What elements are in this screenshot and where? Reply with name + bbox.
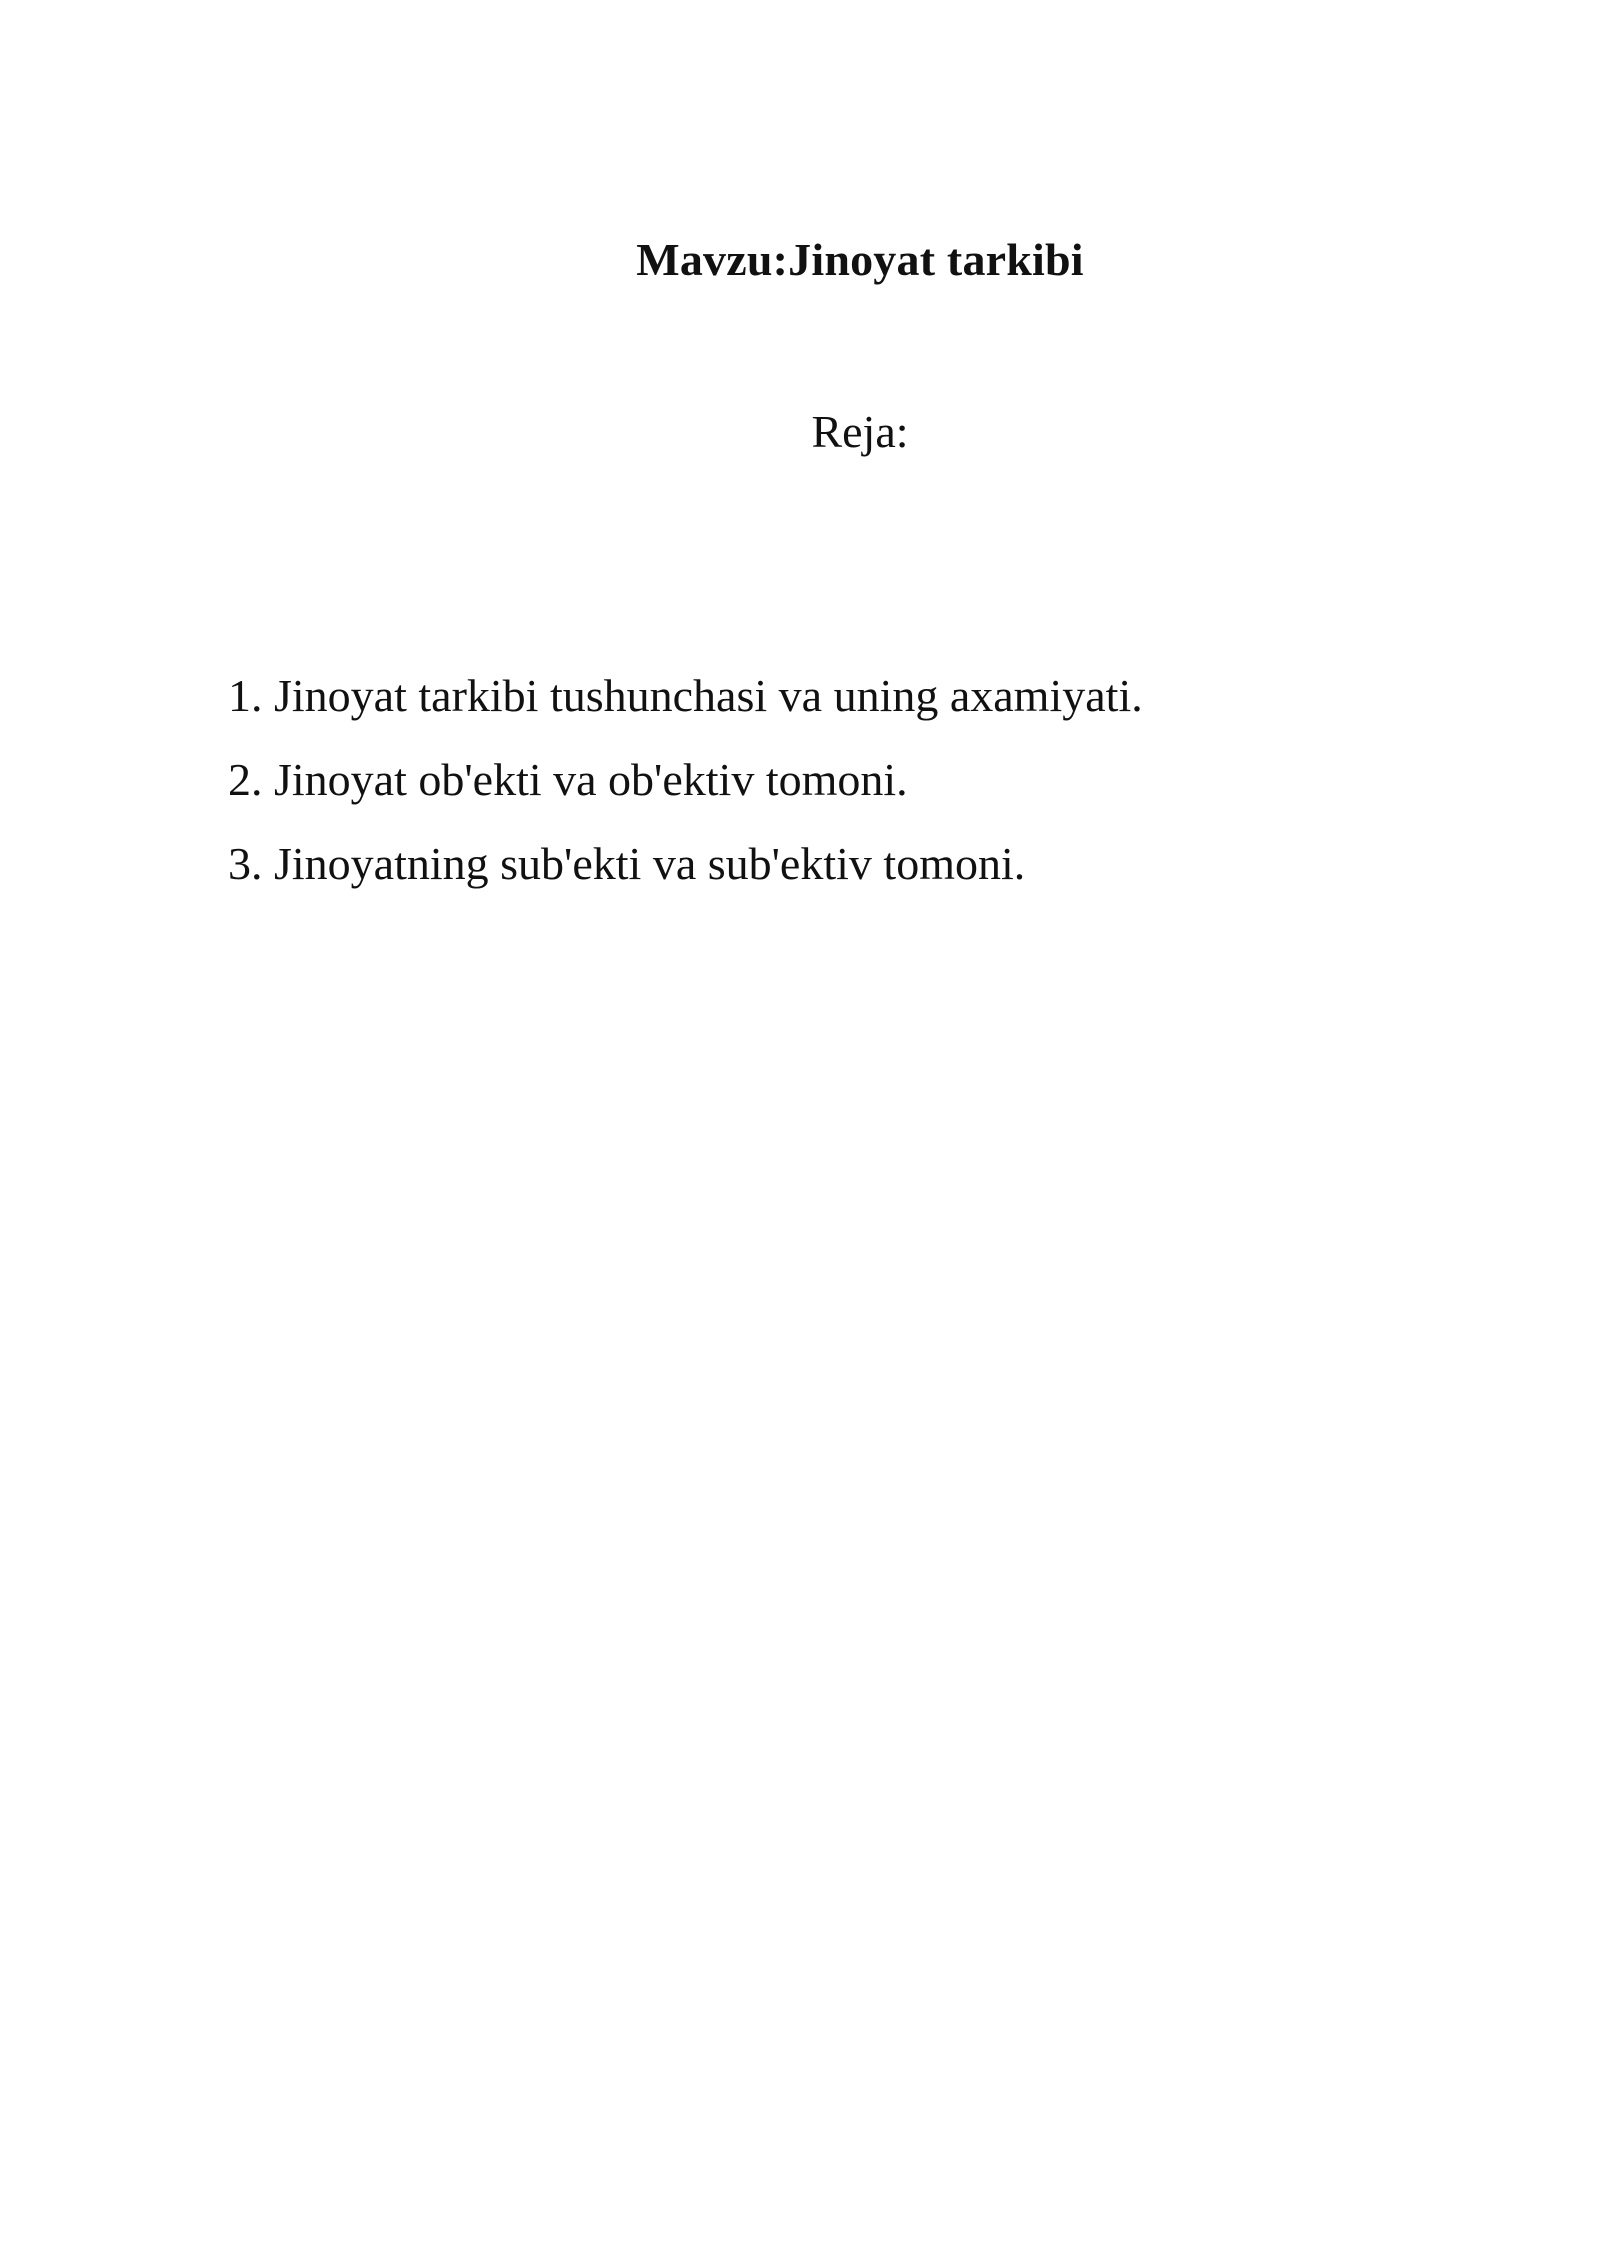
list-item-text: Jinoyat tarkibi tushunchasi va uning axamiyati. [274,670,1143,721]
plan-list [228,654,1143,906]
list-item-text: Jinoyat ob'ekti va ob'ektiv tomoni. [274,754,908,805]
document-title: Mavzu:Jinoyat tarkibi [636,234,1084,285]
list-item-number: 3. [228,838,263,889]
list-item-number: 1. [228,670,263,721]
list-item [228,654,1143,738]
list-item-text: Jinoyatning sub'ekti va sub'ektiv tomoni. [274,838,1026,889]
list-item-number: 2. [228,754,263,805]
list-item [228,822,1143,906]
list-item [228,738,1143,822]
plan-heading: Reja: [811,406,909,457]
